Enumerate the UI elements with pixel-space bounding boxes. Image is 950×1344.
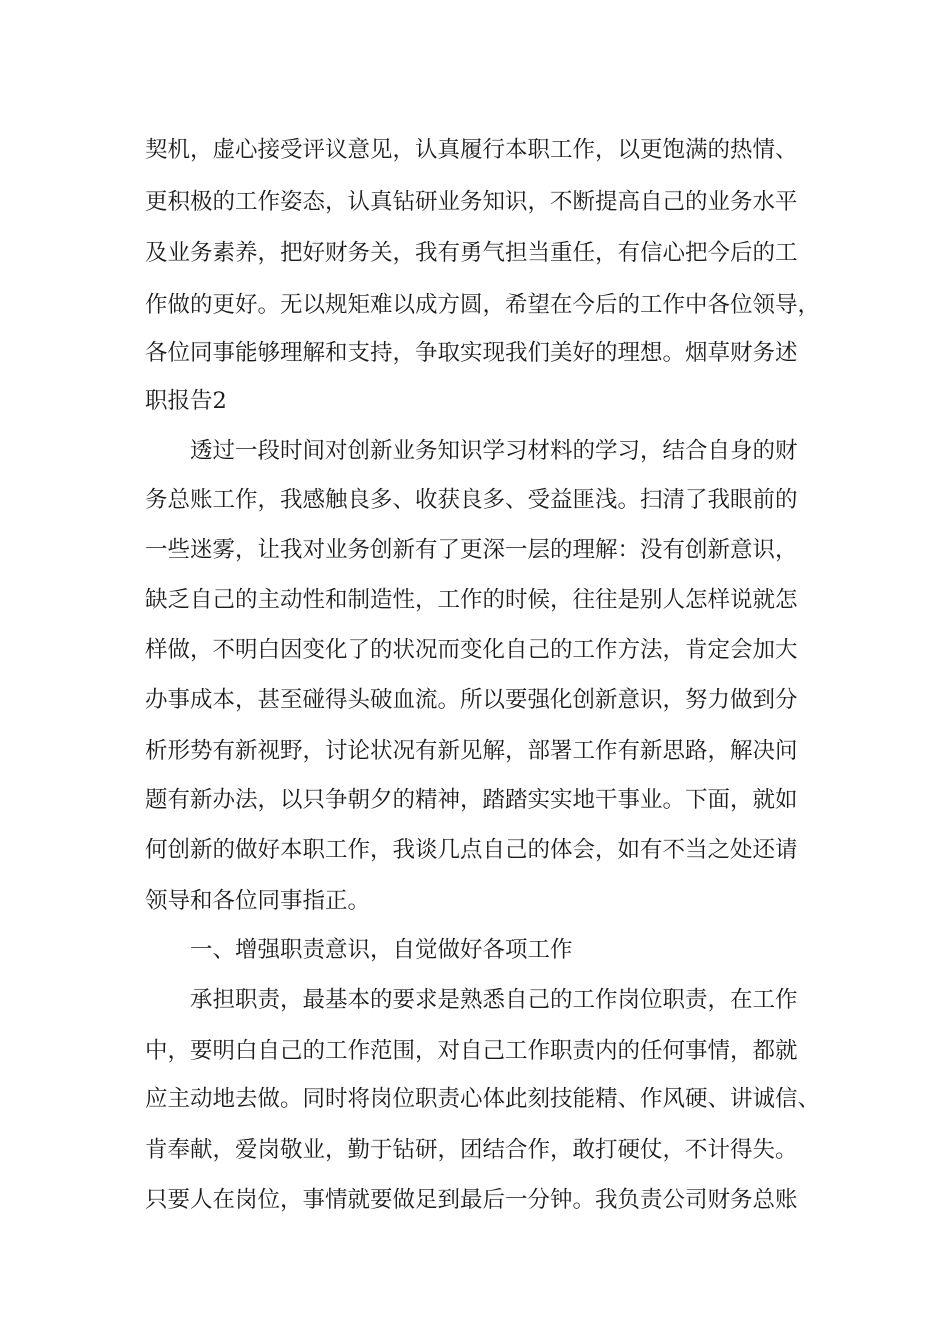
text-line: 样做，不明白因变化了的状况而变化自己的工作方法，肯定会加大 [145,637,798,663]
text-line: 各位同事能够理解和支持，争取实现我们美好的理想。烟草财务述 [145,340,798,366]
paragraph-start-line: 承担职责，最基本的要求是熟悉自己的工作岗位职责，在工作 [190,987,798,1013]
text-line: 缺乏自己的主动性和制造性，工作的时候，往往是别人怎样说就怎 [145,587,798,613]
text-line: 题有新办法，以只争朝夕的精神，踏踏实实地干事业。下面，就如 [145,787,798,813]
text-line: 契机，虚心接受评议意见，认真履行本职工作，以更饱满的热情、 [145,137,798,163]
text-line: 更积极的工作姿态，认真钻研业务知识，不断提高自己的业务水平 [145,189,798,215]
text-line: 中，要明白自己的工作范围，对自己工作职责内的任何事情，都就 [145,1038,798,1064]
text-line: 作做的更好。无以规矩难以成方圆，希望在今后的工作中各位领导， [145,292,821,318]
text-line: 应主动地去做。同时将岗位职责心体此刻技能精、作风硬、讲诚信、 [145,1086,821,1112]
text-line: 务总账工作，我感触良多、收获良多、受益匪浅。扫清了我眼前的 [145,487,798,513]
text-line: 析形势有新视野，讨论状况有新见解，部署工作有新思路，解决问 [145,738,798,764]
text-line: 领导和各位同事指正。 [145,888,371,914]
section-heading: 一、增强职责意识，自觉做好各项工作 [190,937,573,963]
text-line: 何创新的做好本职工作，我谈几点自己的体会，如有不当之处还请 [145,837,798,863]
text-line: 办事成本，甚至碰得头破血流。所以要强化创新意识，努力做到分 [145,687,798,713]
text-line: 及业务素养，把好财务关，我有勇气担当重任，有信心把今后的工 [145,240,798,266]
text-line: 职报告2 [145,388,227,414]
paragraph-start-line: 透过一段时间对创新业务知识学习材料的学习，结合自身的财 [190,438,798,464]
text-line: 只要人在岗位，事情就要做足到最后一分钟。我负责公司财务总账 [145,1187,798,1213]
text-line: 肯奉献，爱岗敬业，勤于钻研，团结合作，敢打硬仗，不计得失。 [145,1137,798,1163]
text-line: 一些迷雾，让我对业务创新有了更深一层的理解：没有创新意识， [145,537,798,563]
